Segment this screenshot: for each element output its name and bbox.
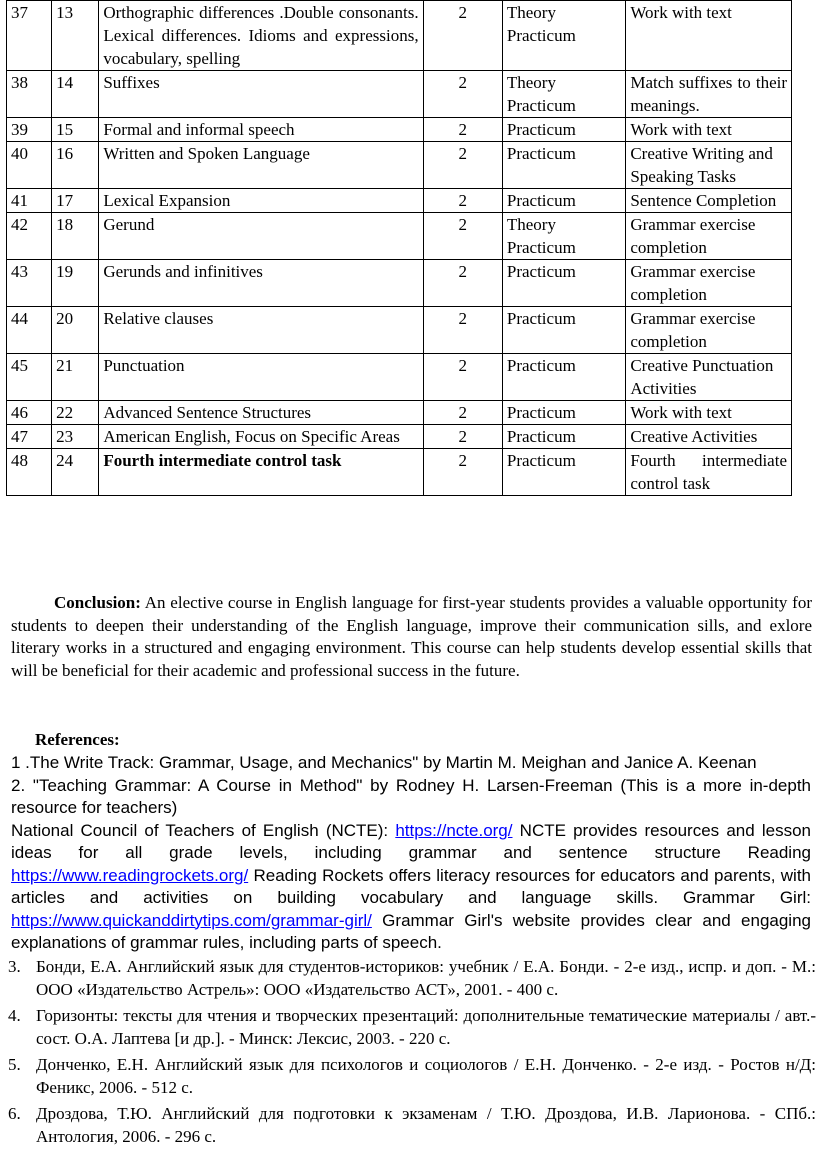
topic-number: 22 — [52, 401, 99, 425]
lesson-type: Practicum — [502, 189, 625, 213]
topic-title: Suffixes — [99, 71, 423, 118]
topic-number: 19 — [52, 260, 99, 307]
ncte-description: NCTE provides resources and lesson ideas for all grade levels, including grammar and sentence structure Reading — [11, 820, 811, 862]
topic-number: 23 — [52, 425, 99, 449]
topic-title: Written and Spoken Language — [99, 142, 423, 189]
topic-number: 16 — [52, 142, 99, 189]
activity: Creative Punctuation Activities — [626, 354, 792, 401]
lesson-number: 39 — [7, 118, 52, 142]
lesson-number: 37 — [7, 1, 52, 71]
list-item-number: 5. — [8, 1055, 21, 1074]
activity: Grammar exercise completion — [626, 307, 792, 354]
reference-line-1: 1 .The Write Track: Grammar, Usage, and Mechanics" by Martin M. Meighan and Janice A. Keenan — [11, 753, 757, 772]
hours: 2 — [423, 354, 502, 401]
table-row — [7, 71, 792, 118]
lesson-type: Practicum — [502, 142, 625, 189]
topic-title: Gerund — [99, 213, 423, 260]
topic-number: 18 — [52, 213, 99, 260]
activity: Work with text — [626, 1, 792, 71]
activity: Grammar exercise completion — [626, 213, 792, 260]
activity: Grammar exercise completion — [626, 260, 792, 307]
lesson-number: 38 — [7, 71, 52, 118]
conclusion-paragraph — [11, 592, 812, 682]
topic-title: American English, Focus on Specific Areas — [99, 425, 423, 449]
list-item — [0, 1103, 816, 1148]
hours: 2 — [423, 71, 502, 118]
list-item-number: 6. — [8, 1104, 21, 1123]
lesson-number: 42 — [7, 213, 52, 260]
table-row — [7, 307, 792, 354]
grammar-girl-description: Grammar Girl's website provides clear and engaging explanations of grammar rules, including parts of speech. — [11, 910, 811, 952]
conclusion-label: Conclusion: — [54, 593, 141, 612]
table-row — [7, 189, 792, 213]
topic-number: 14 — [52, 71, 99, 118]
hours: 2 — [423, 260, 502, 307]
russian-references-list — [0, 956, 816, 1152]
table-row — [7, 401, 792, 425]
lesson-type: Practicum — [502, 260, 625, 307]
hours: 2 — [423, 213, 502, 260]
table-row — [7, 213, 792, 260]
lesson-number: 46 — [7, 401, 52, 425]
lesson-type: Practicum — [502, 401, 625, 425]
list-item-text: Донченко, Е.Н. Английский язык для психологов и социологов / Е.Н. Донченко. - 2-е изд. - Ростов н/Д: Феникс, 2006. - 512 с. — [36, 1055, 816, 1097]
conclusion-text: An elective course in English language for first-year students provides a valuable opportunity for students to deepen their understanding of the English language, improve their communication sills, and exlore literary works in a structured and engaging environment. This course can help students develop essential skills that will be beneficial for their academic and professional success in the future. — [11, 593, 812, 680]
topic-number: 20 — [52, 307, 99, 354]
list-item — [0, 1054, 816, 1099]
lesson-type: Theory Practicum — [502, 1, 625, 71]
activity: Creative Writing and Speaking Tasks — [626, 142, 792, 189]
topic-title: Punctuation — [99, 354, 423, 401]
activity: Fourth intermediate control task — [626, 449, 792, 496]
lesson-number: 47 — [7, 425, 52, 449]
lesson-number: 44 — [7, 307, 52, 354]
list-item-text: Дроздова, Т.Ю. Английский для подготовки к экзаменам / Т.Ю. Дроздова, И.В. Ларионова. - СПб.: Антология, 2006. - 296 с. — [36, 1104, 816, 1146]
activity: Sentence Completion — [626, 189, 792, 213]
activity: Creative Activities — [626, 425, 792, 449]
list-item-text: Бонди, Е.А. Английский язык для студентов-историков: учебник / Е.А. Бонди. - 2-е изд., испр. и доп. - М.: ООО «Издательство Астрель»: ООО «Издательство АСТ», 2001. - 400 с. — [36, 957, 816, 999]
hours: 2 — [423, 401, 502, 425]
lesson-type: Theory Practicum — [502, 71, 625, 118]
list-item-number: 3. — [8, 957, 21, 976]
list-item-text: Горизонты: тексты для чтения и творческих презентаций: дополнительные тематические материалы / авт.-сост. О.А. Лаптева [и др.]. - Минск: Лексис, 2003. - 220 с. — [36, 1006, 816, 1048]
activity: Work with text — [626, 401, 792, 425]
reference-online-resources — [11, 820, 811, 955]
ncte-text: National Council of Teachers of English (NCTE): — [11, 820, 396, 840]
lesson-type: Practicum — [502, 449, 625, 496]
list-item — [0, 1005, 816, 1050]
topic-title: Formal and informal speech — [99, 118, 423, 142]
activity: Match suffixes to their meanings. — [626, 71, 792, 118]
hours: 2 — [423, 307, 502, 354]
lesson-plan-table — [6, 0, 792, 496]
lesson-type: Practicum — [502, 354, 625, 401]
lesson-type: Practicum — [502, 425, 625, 449]
lesson-number: 45 — [7, 354, 52, 401]
lesson-number: 48 — [7, 449, 52, 496]
topic-number: 13 — [52, 1, 99, 71]
hours: 2 — [423, 449, 502, 496]
table-row — [7, 354, 792, 401]
lesson-number: 40 — [7, 142, 52, 189]
hours: 2 — [423, 142, 502, 189]
grammar-girl-link[interactable]: https://www.quickanddirtytips.com/grammar-girl/ — [11, 910, 372, 930]
references-block — [11, 752, 811, 955]
lesson-type: Practicum — [502, 118, 625, 142]
reference-line-2: 2. "Teaching Grammar: A Course in Method" by Rodney H. Larsen-Freeman (This is a more in-depth resource for teachers) — [11, 775, 811, 817]
lesson-number: 43 — [7, 260, 52, 307]
table-row — [7, 118, 792, 142]
topic-number: 21 — [52, 354, 99, 401]
table-row — [7, 1, 792, 71]
topic-title: Orthographic differences .Double consonants. Lexical differences. Idioms and expressions, vocabulary, spelling — [99, 1, 423, 71]
topic-title: Relative clauses — [99, 307, 423, 354]
reading-rockets-link[interactable]: https://www.readingrockets.org/ — [11, 865, 249, 885]
lesson-type: Practicum — [502, 307, 625, 354]
topic-title: Gerunds and infinitives — [99, 260, 423, 307]
activity: Work with text — [626, 118, 792, 142]
hours: 2 — [423, 425, 502, 449]
list-item — [0, 956, 816, 1001]
table-row — [7, 425, 792, 449]
list-item-number: 4. — [8, 1006, 21, 1025]
topic-number: 24 — [52, 449, 99, 496]
hours: 2 — [423, 189, 502, 213]
topic-title: Fourth intermediate control task — [99, 449, 423, 496]
lesson-type: Theory Practicum — [502, 213, 625, 260]
topic-title: Lexical Expansion — [99, 189, 423, 213]
hours: 2 — [423, 1, 502, 71]
hours: 2 — [423, 118, 502, 142]
topic-number: 17 — [52, 189, 99, 213]
reading-rockets-description: Reading Rockets offers literacy resources for educators and parents, with articles and activities on building vocabulary and language skills. Grammar Girl: — [11, 865, 811, 907]
references-heading: References: — [35, 730, 120, 749]
table-row — [7, 449, 792, 496]
table-row — [7, 260, 792, 307]
topic-number: 15 — [52, 118, 99, 142]
ncte-link[interactable]: https://ncte.org/ — [395, 820, 513, 840]
table-row — [7, 142, 792, 189]
lesson-number: 41 — [7, 189, 52, 213]
topic-title: Advanced Sentence Structures — [99, 401, 423, 425]
